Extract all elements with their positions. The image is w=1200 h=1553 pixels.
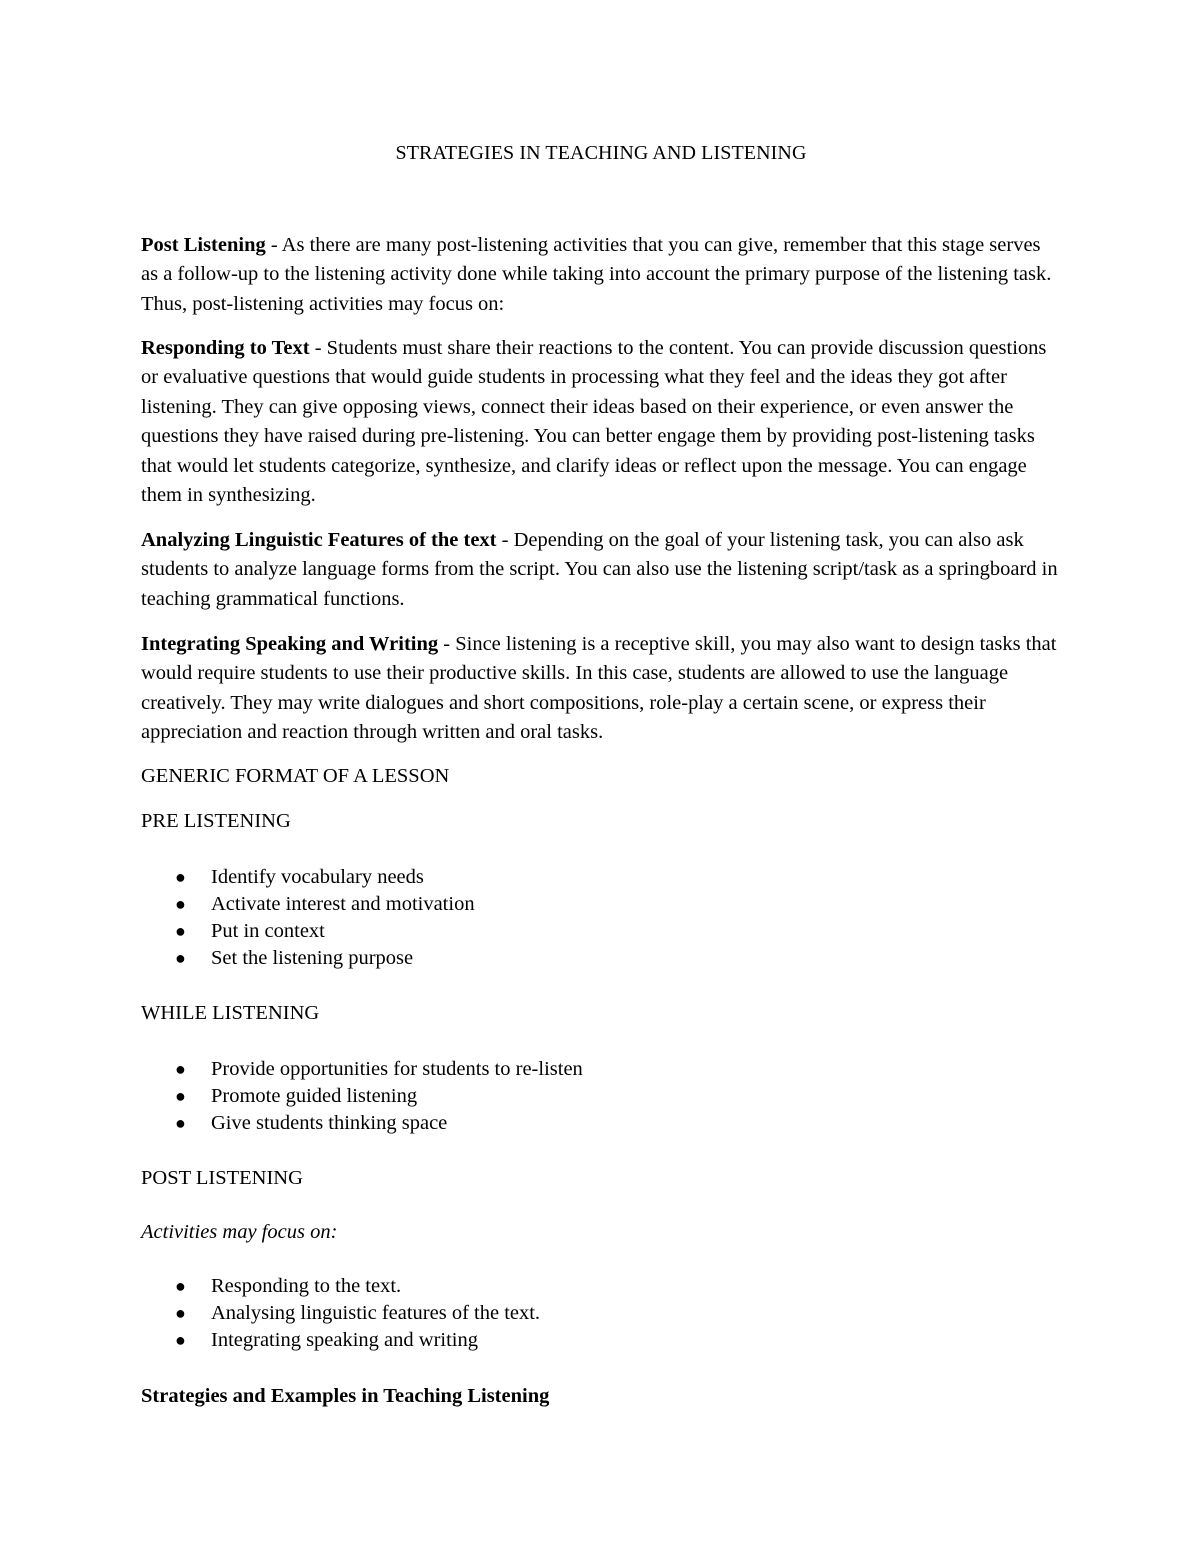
bullet-icon: ● — [175, 1086, 186, 1106]
post-listening-note: Activities may focus on: — [141, 1221, 338, 1243]
paragraph-term: Responding to Text — [141, 337, 310, 359]
document-title: STRATEGIES IN TEACHING AND LISTENING — [395, 142, 807, 164]
paragraph-text: - Depending on the goal of your listening task, you can also ask students to analyze language forms from the script. You can also use the listening script/task as a springboard in teaching grammatical functions. — [141, 529, 1058, 610]
list-item: ● Integrating speaking and writing — [141, 1327, 540, 1354]
list-item: ● Responding to the text. — [141, 1273, 540, 1300]
paragraph-responding-to-text — [141, 334, 1061, 510]
generic-format-heading: GENERIC FORMAT OF A LESSON — [141, 765, 450, 787]
list-item: ● Set the listening purpose — [141, 945, 475, 972]
paragraph-post-listening — [141, 231, 1061, 319]
while-listening-list — [141, 1056, 583, 1137]
paragraph-text: - Since listening is a receptive skill, you may also want to design tasks that would require students to use their productive skills. In this case, students are allowed to use the language creatively. They may write dialogues and short compositions, role-play a certain scene, or express their appreciation and reaction through written and oral tasks. — [141, 633, 1057, 744]
list-item: ● Identify vocabulary needs — [141, 864, 475, 891]
bullet-icon: ● — [175, 1303, 186, 1323]
pre-listening-list — [141, 864, 475, 972]
bullet-icon: ● — [175, 867, 186, 887]
list-item: ● Promote guided listening — [141, 1083, 583, 1110]
post-listening-heading: POST LISTENING — [141, 1167, 303, 1189]
list-item: ● Analysing linguistic features of the text. — [141, 1300, 540, 1327]
paragraph-text: - Students must share their reactions to the content. You can provide discussion questions or evaluative questions that would guide students in processing what they feel and the ideas they got after listening. They can give opposing views, connect their ideas based on their experience, or even answer the questions they have raised during pre-listening. You can better engage them by providing post-listening tasks that would let students categorize, synthesize, and clarify ideas or reflect upon the message. You can engage them in synthesizing. — [141, 337, 1047, 507]
paragraph-integrating-speaking-writing — [141, 630, 1061, 748]
bullet-icon: ● — [175, 1330, 186, 1350]
bullet-icon: ● — [175, 921, 186, 941]
bullet-icon: ● — [175, 1113, 186, 1133]
bullet-icon: ● — [175, 894, 186, 914]
paragraph-term: Integrating Speaking and Writing — [141, 633, 439, 655]
paragraph-term: Post Listening — [141, 234, 266, 256]
bullet-icon: ● — [175, 948, 186, 968]
list-item: ● Give students thinking space — [141, 1110, 583, 1137]
list-item: ● Put in context — [141, 918, 475, 945]
paragraph-term: Analyzing Linguistic Features of the text — [141, 529, 497, 551]
strategies-examples-heading: Strategies and Examples in Teaching Listening — [141, 1385, 550, 1407]
while-listening-heading: WHILE LISTENING — [141, 1002, 320, 1024]
list-item: ● Provide opportunities for students to re-listen — [141, 1056, 583, 1083]
bullet-icon: ● — [175, 1059, 186, 1079]
list-item: ● Activate interest and motivation — [141, 891, 475, 918]
paragraph-text: - As there are many post-listening activities that you can give, remember that this stage serves as a follow-up to the listening activity done while taking into account the primary purpose of the listening task. Thus, post-listening activities may focus on: — [141, 234, 1052, 315]
paragraph-analyzing-linguistic-features — [141, 526, 1061, 614]
pre-listening-heading: PRE LISTENING — [141, 810, 291, 832]
post-listening-list — [141, 1273, 540, 1354]
bullet-icon: ● — [175, 1276, 186, 1296]
